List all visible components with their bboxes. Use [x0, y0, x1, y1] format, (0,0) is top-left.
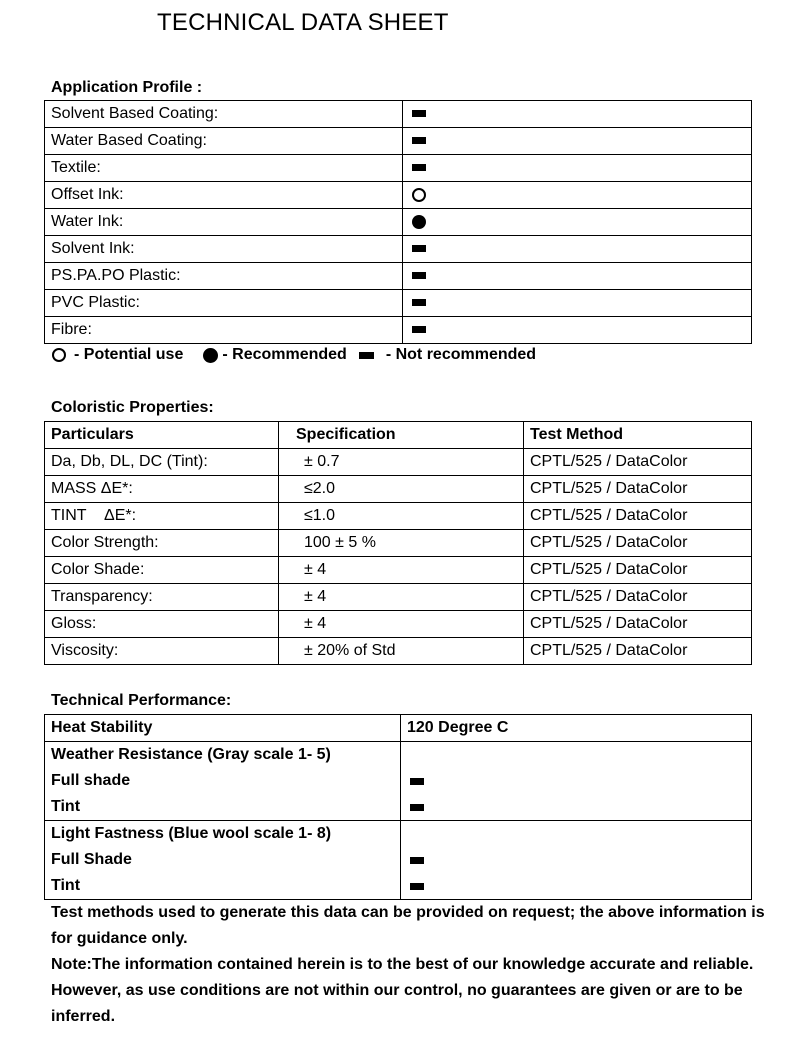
row-label: PVC Plastic:: [45, 290, 403, 317]
table-row: [45, 209, 752, 236]
table-row: [45, 101, 752, 128]
table-row: [45, 449, 752, 476]
potential-use-icon: [412, 188, 426, 202]
row-label: Water Based Coating:: [45, 128, 403, 155]
test-method-cell: CPTL/525 / DataColor: [524, 530, 752, 557]
recommended-icon: [203, 348, 218, 363]
column-header: Test Method: [524, 422, 752, 449]
table-row: [45, 715, 752, 742]
legend-recommended-label: - Recommended: [222, 346, 347, 363]
heat-stability-label: Heat Stability: [45, 715, 401, 742]
light-tint-label: Tint: [51, 877, 81, 894]
symbol-legend: [52, 346, 536, 364]
table-row: [45, 742, 752, 821]
legend-not-recommended-label: - Not recommended: [385, 346, 537, 363]
potential-use-icon: [52, 348, 66, 362]
specification-cell: ± 20% of Std: [279, 638, 524, 665]
test-method-cell: CPTL/525 / DataColor: [524, 638, 752, 665]
table-row: [45, 155, 752, 182]
specification-cell: ≤1.0: [279, 503, 524, 530]
particular-cell: Viscosity:: [45, 638, 279, 665]
particular-cell: TINT ΔE*:: [45, 503, 279, 530]
not-recommended-icon: [412, 137, 426, 144]
disclaimer-note: Note:The information contained herein is to the best of our knowledge accurate and reliable. However, as use conditions are not within our control, no guarantees are given or are to be inferred.: [51, 956, 754, 1025]
coloristic-heading: Coloristic Properties:: [51, 399, 214, 416]
weather-tint-label: Tint: [51, 798, 81, 815]
test-method-cell: CPTL/525 / DataColor: [524, 611, 752, 638]
specification-cell: ± 4: [279, 557, 524, 584]
table-row: [45, 182, 752, 209]
table-row: [45, 638, 752, 665]
not-recommended-icon: [412, 326, 426, 333]
application-profile-heading: Application Profile :: [51, 79, 203, 96]
recommended-icon: [412, 215, 426, 229]
not-recommended-icon: [412, 164, 426, 171]
legend-potential-label: - Potential use: [74, 346, 184, 363]
particular-cell: Color Shade:: [45, 557, 279, 584]
not-recommended-icon: [359, 352, 374, 359]
table-row: [45, 530, 752, 557]
specification-cell: ± 0.7: [279, 449, 524, 476]
table-row: [45, 236, 752, 263]
row-label: Water Ink:: [45, 209, 403, 236]
row-label: Solvent Ink:: [45, 236, 403, 263]
row-label: Textile:: [45, 155, 403, 182]
particular-cell: Color Strength:: [45, 530, 279, 557]
not-recommended-icon: [412, 245, 426, 252]
not-recommended-icon: [412, 110, 426, 117]
application-profile-table: [44, 100, 752, 344]
row-label: Solvent Based Coating:: [45, 101, 403, 128]
light-fastness-label: Light Fastness (Blue wool scale 1- 8): [51, 825, 332, 842]
table-row: [45, 821, 752, 900]
table-row: [45, 584, 752, 611]
footer-notes: [51, 900, 771, 1030]
test-method-cell: CPTL/525 / DataColor: [524, 449, 752, 476]
coloristic-table: [44, 421, 752, 665]
technical-heading: Technical Performance:: [51, 692, 232, 709]
light-full-shade-label: Full Shade: [51, 851, 132, 868]
test-methods-note: Test methods used to generate this data can be provided on request; the above information is for guidance only.: [51, 904, 765, 947]
table-row: [45, 611, 752, 638]
not-recommended-icon: [410, 857, 424, 864]
test-method-cell: CPTL/525 / DataColor: [524, 584, 752, 611]
row-label: Fibre:: [45, 317, 403, 344]
heat-stability-value: 120 Degree C: [401, 715, 752, 742]
specification-cell: ≤2.0: [279, 476, 524, 503]
test-method-cell: CPTL/525 / DataColor: [524, 503, 752, 530]
test-method-cell: CPTL/525 / DataColor: [524, 557, 752, 584]
not-recommended-icon: [410, 804, 424, 811]
table-row: [45, 290, 752, 317]
particular-cell: Transparency:: [45, 584, 279, 611]
table-row: [45, 476, 752, 503]
table-row: [45, 263, 752, 290]
specification-cell: 100 ± 5 %: [279, 530, 524, 557]
table-row: [45, 317, 752, 344]
specification-cell: ± 4: [279, 584, 524, 611]
weather-resistance-label: Weather Resistance (Gray scale 1- 5): [51, 746, 331, 763]
table-row: [45, 503, 752, 530]
column-header: Particulars: [45, 422, 279, 449]
row-label: Offset Ink:: [45, 182, 403, 209]
weather-full-shade-label: Full shade: [51, 772, 131, 789]
particular-cell: Da, Db, DL, DC (Tint):: [45, 449, 279, 476]
particular-cell: Gloss:: [45, 611, 279, 638]
table-header-row: [45, 422, 752, 449]
not-recommended-icon: [410, 778, 424, 785]
page-title: TECHNICAL DATA SHEET: [157, 9, 449, 36]
row-label: PS.PA.PO Plastic:: [45, 263, 403, 290]
technical-performance-table: [44, 714, 752, 900]
not-recommended-icon: [412, 272, 426, 279]
not-recommended-icon: [410, 883, 424, 890]
specification-cell: ± 4: [279, 611, 524, 638]
particular-cell: MASS ΔE*:: [45, 476, 279, 503]
column-header: Specification: [279, 422, 524, 449]
test-method-cell: CPTL/525 / DataColor: [524, 476, 752, 503]
table-row: [45, 128, 752, 155]
table-row: [45, 557, 752, 584]
not-recommended-icon: [412, 299, 426, 306]
